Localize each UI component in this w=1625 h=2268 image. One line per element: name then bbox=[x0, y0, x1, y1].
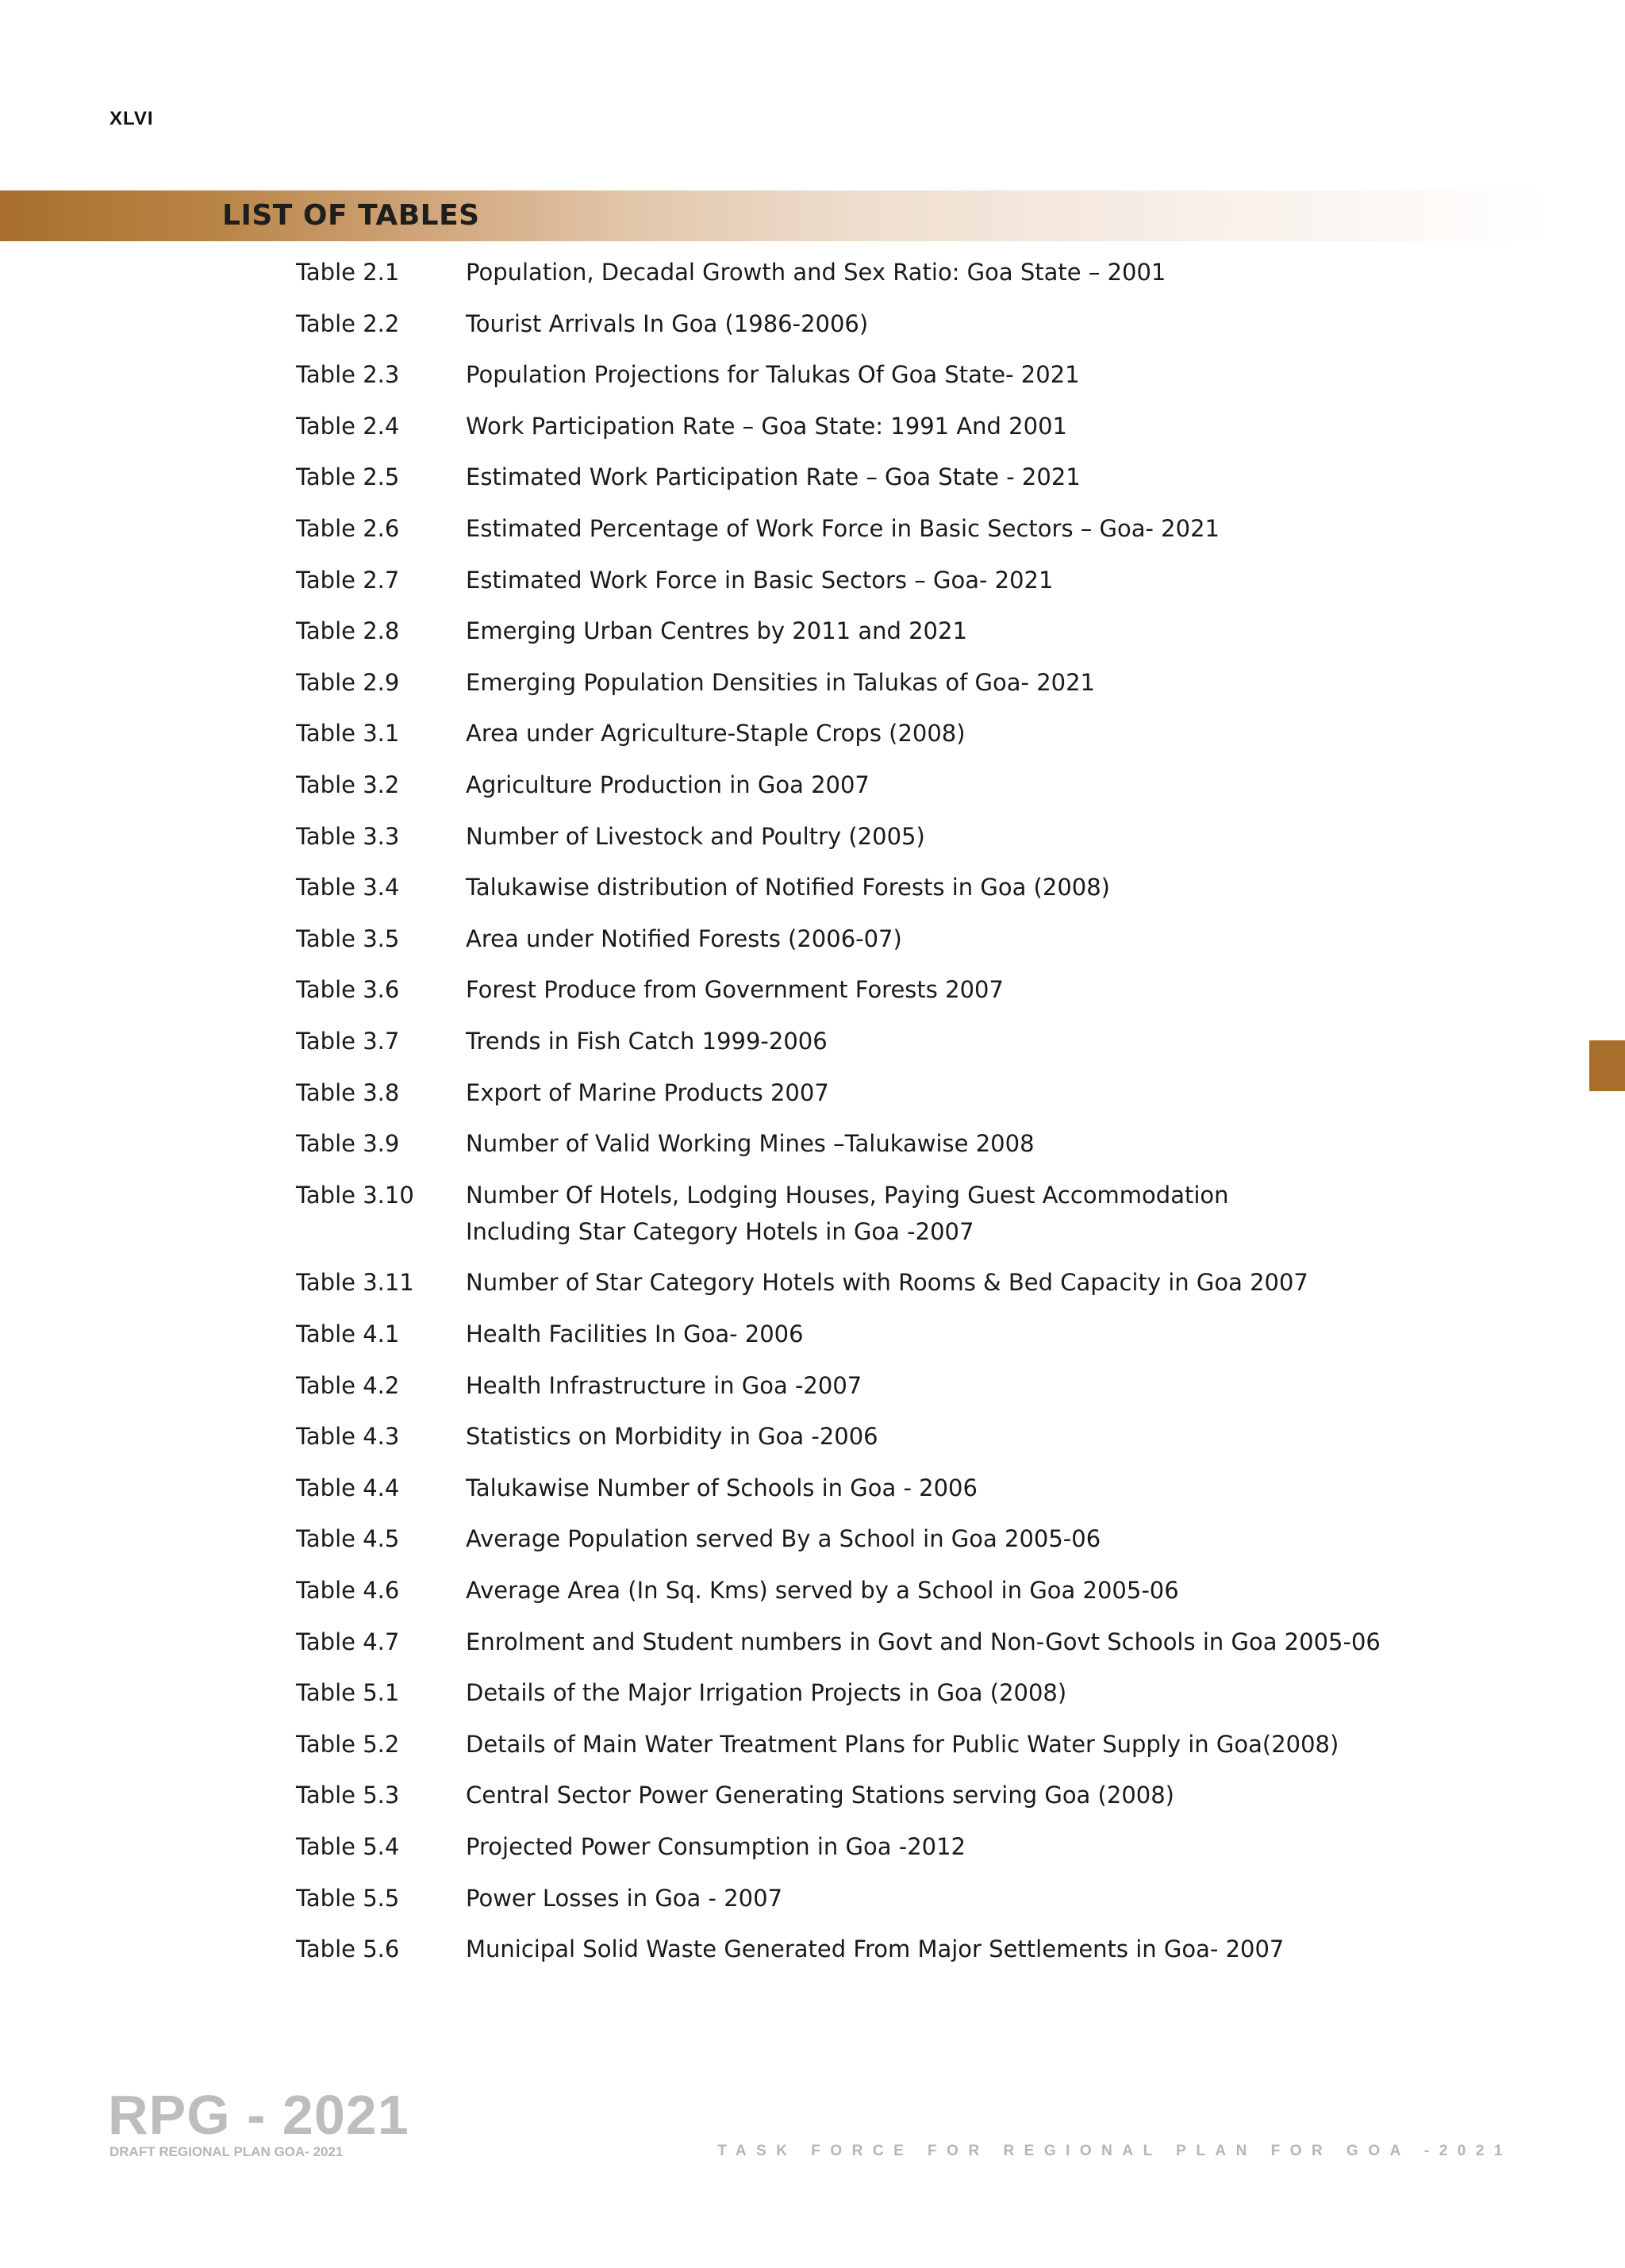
table-number: Table 3.4 bbox=[296, 874, 400, 901]
table-title: Estimated Work Participation Rate – Goa State - 2021 bbox=[466, 463, 1081, 491]
section-title: LIST OF TABLES bbox=[222, 199, 480, 232]
table-title: Talukawise distribution of Notified Forests in Goa (2008) bbox=[466, 874, 1110, 901]
table-title: Number of Star Category Hotels with Rooms & Bed Capacity in Goa 2007 bbox=[466, 1269, 1308, 1297]
table-title: Emerging Urban Centres by 2011 and 2021 bbox=[466, 617, 967, 645]
page-number: XLVI bbox=[109, 108, 154, 129]
table-title: Power Losses in Goa - 2007 bbox=[466, 1884, 783, 1912]
table-title: Statistics on Morbidity in Goa -2006 bbox=[466, 1423, 878, 1451]
table-title: Population, Decadal Growth and Sex Ratio: Goa State – 2001 bbox=[466, 259, 1166, 286]
table-number: Table 5.1 bbox=[296, 1679, 400, 1707]
table-number: Table 2.2 bbox=[296, 309, 400, 337]
table-number: Table 2.8 bbox=[296, 617, 400, 645]
table-title: Central Sector Power Generating Stations serving Goa (2008) bbox=[466, 1782, 1174, 1809]
table-number: Table 2.1 bbox=[296, 259, 400, 286]
table-number: Table 5.3 bbox=[296, 1782, 400, 1809]
table-title: Number of Valid Working Mines –Talukawise 2008 bbox=[466, 1130, 1035, 1158]
table-title: Projected Power Consumption in Goa -2012 bbox=[466, 1833, 966, 1860]
table-title: Health Facilities In Goa- 2006 bbox=[466, 1320, 804, 1347]
table-title: Average Population served By a School in Goa 2005-06 bbox=[466, 1525, 1101, 1553]
footer-right-text: TASK FORCE FOR REGIONAL PLAN FOR GOA -2021 bbox=[717, 2143, 1512, 2159]
table-title: Health Infrastructure in Goa -2007 bbox=[466, 1371, 862, 1399]
table-number: Table 2.5 bbox=[296, 463, 400, 491]
footer-subtitle: DRAFT REGIONAL PLAN GOA- 2021 bbox=[109, 2144, 344, 2159]
table-number: Table 3.10 bbox=[296, 1181, 414, 1209]
table-title: Area under Agriculture-Staple Crops (2008) bbox=[466, 720, 966, 748]
table-title: Area under Notified Forests (2006-07) bbox=[466, 924, 902, 952]
table-number: Table 3.11 bbox=[296, 1269, 414, 1297]
table-number: Table 3.2 bbox=[296, 771, 400, 798]
table-title: Trends in Fish Catch 1999-2006 bbox=[466, 1028, 828, 1055]
table-title: Number of Livestock and Poultry (2005) bbox=[466, 822, 925, 850]
footer-logo: RPG - 2021 bbox=[108, 2084, 409, 2146]
table-number: Table 5.2 bbox=[296, 1730, 400, 1758]
table-title: Municipal Solid Waste Generated From Major Settlements in Goa- 2007 bbox=[466, 1935, 1285, 1963]
table-title: Tourist Arrivals In Goa (1986-2006) bbox=[466, 309, 869, 337]
table-number: Table 3.7 bbox=[296, 1028, 400, 1055]
table-number: Table 4.3 bbox=[296, 1423, 400, 1451]
chapter-side-tab bbox=[1589, 1040, 1625, 1091]
table-title: Estimated Work Force in Basic Sectors – Goa- 2021 bbox=[466, 566, 1054, 594]
table-title: Talukawise Number of Schools in Goa - 2006 bbox=[466, 1474, 978, 1501]
table-title: Number Of Hotels, Lodging Houses, Paying Guest Accommodation Including Star Category Hotels in Goa -2007 bbox=[466, 1181, 1229, 1245]
table-title: Average Area (In Sq. Kms) served by a School in Goa 2005-06 bbox=[466, 1577, 1179, 1604]
table-number: Table 3.1 bbox=[296, 720, 400, 748]
table-number: Table 4.2 bbox=[296, 1371, 400, 1399]
table-number: Table 4.6 bbox=[296, 1577, 400, 1604]
table-number: Table 5.4 bbox=[296, 1833, 400, 1860]
table-title: Details of the Major Irrigation Projects in Goa (2008) bbox=[466, 1679, 1067, 1707]
table-title: Agriculture Production in Goa 2007 bbox=[466, 771, 870, 798]
table-number: Table 4.4 bbox=[296, 1474, 400, 1501]
table-title: Export of Marine Products 2007 bbox=[466, 1078, 829, 1106]
table-number: Table 2.9 bbox=[296, 668, 400, 696]
table-title: Population Projections for Talukas Of Goa State- 2021 bbox=[466, 361, 1080, 389]
table-number: Table 3.9 bbox=[296, 1130, 400, 1158]
table-number: Table 3.8 bbox=[296, 1078, 400, 1106]
table-title: Details of Main Water Treatment Plans for Public Water Supply in Goa(2008) bbox=[466, 1730, 1339, 1758]
table-number: Table 5.5 bbox=[296, 1884, 400, 1912]
table-title: Enrolment and Student numbers in Govt and Non-Govt Schools in Goa 2005-06 bbox=[466, 1628, 1381, 1655]
table-number: Table 2.6 bbox=[296, 515, 400, 542]
table-number: Table 5.6 bbox=[296, 1935, 400, 1963]
table-title: Forest Produce from Government Forests 2007 bbox=[466, 976, 1004, 1004]
table-number: Table 2.7 bbox=[296, 566, 400, 594]
table-number: Table 4.5 bbox=[296, 1525, 400, 1553]
table-number: Table 3.3 bbox=[296, 822, 400, 850]
table-number: Table 3.6 bbox=[296, 976, 400, 1004]
table-title: Work Participation Rate – Goa State: 1991 And 2001 bbox=[466, 412, 1067, 440]
table-number: Table 2.4 bbox=[296, 412, 400, 440]
table-number: Table 2.3 bbox=[296, 361, 400, 389]
table-number: Table 4.1 bbox=[296, 1320, 400, 1347]
table-number: Table 3.5 bbox=[296, 924, 400, 952]
table-title: Estimated Percentage of Work Force in Basic Sectors – Goa- 2021 bbox=[466, 515, 1220, 542]
table-number: Table 4.7 bbox=[296, 1628, 400, 1655]
table-title: Emerging Population Densities in Talukas of Goa- 2021 bbox=[466, 668, 1095, 696]
